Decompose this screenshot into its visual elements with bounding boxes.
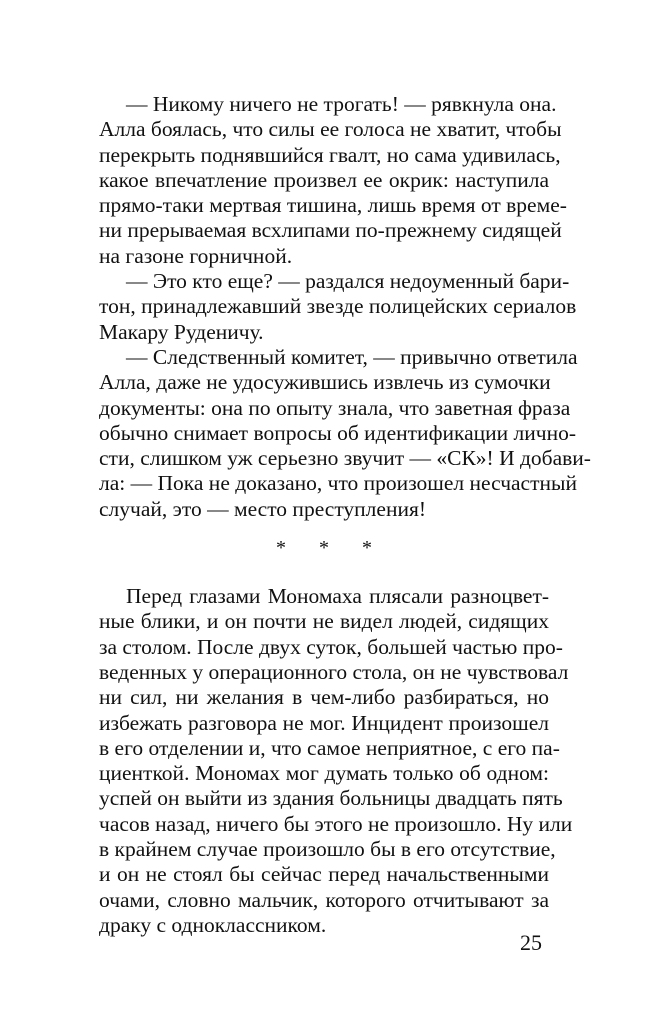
- text-line: ни прерываемая всхлипами по-прежнему сидящей: [99, 218, 562, 243]
- text-line: случай, это — место преступления!: [99, 496, 427, 521]
- text-line: успей он выйти из здания больницы двадцать пять: [99, 786, 563, 811]
- text-column: [99, 92, 591, 938]
- text-line: перекрыть поднявшийся гвалт, но сама удивилась,: [99, 142, 561, 167]
- text-line: документы: она по опыту знала, что заветная фраза: [99, 395, 571, 420]
- text-line: часов назад, ничего бы этого не произошло. Ну или: [99, 811, 573, 836]
- text-line: Перед глазами Мономаха плясали разноцвет-: [126, 584, 549, 609]
- paragraph: [99, 584, 573, 938]
- text-line: на газоне горничной.: [99, 243, 293, 268]
- text-line: ные блики, и он почти не видел людей, сидящих: [99, 609, 549, 634]
- text-line: веденных у операционного стола, он не чувствовал: [99, 659, 569, 684]
- page-number: 25: [520, 930, 542, 955]
- text-line: в крайнем случае произошло бы в его отсутствие,: [99, 837, 556, 862]
- text-line: ни сил, ни желания в чем-либо разбираться, но: [99, 685, 549, 710]
- text-line: прямо-таки мертвая тишина, лишь время от време-: [99, 193, 567, 218]
- text-line: ла: — Пока не доказано, что произошел несчастный: [99, 471, 577, 496]
- text-line: какое впечатление произвел ее окрик: наступила: [99, 167, 549, 192]
- text-line: за столом. После двух суток, большей частью про-: [99, 634, 563, 659]
- text-line: избежать разговора не мог. Инцидент произошел: [99, 710, 549, 735]
- text-line: в его отделении и, что самое неприятное, с его па-: [99, 735, 560, 760]
- text-line: — Никому ничего не трогать! — рявкнула она.: [126, 92, 557, 116]
- text-line: Алла боялась, что силы ее голоса не хватит, чтобы: [99, 117, 562, 142]
- text-line: Алла, даже не удосужившись извлечь из сумочки: [99, 370, 551, 395]
- paragraph: [99, 92, 567, 269]
- text-line: драку с одноклассником.: [99, 912, 327, 937]
- text-line: обычно снимает вопросы об идентификации лично-: [99, 420, 577, 445]
- text-line: очами, словно мальчик, которого отчитывают за: [99, 887, 549, 912]
- separator-spacing: [99, 574, 549, 584]
- paragraph: [99, 269, 577, 345]
- text-line: циенткой. Мономах мог думать только об одном:: [99, 761, 549, 786]
- text-line: — Это кто еще? — раздался недоуменный бари-: [126, 269, 570, 294]
- section-separator: * * *: [276, 537, 386, 560]
- text-line: тон, принадлежавший звезде полицейских сериалов: [99, 294, 577, 319]
- paragraph: [99, 344, 591, 522]
- text-line: Макару Руденичу.: [99, 319, 264, 344]
- text-line: — Следственный комитет, — привычно ответила: [126, 344, 578, 369]
- text-line: сти, слишком уж серьезно звучит — «СК»! И добави-: [99, 446, 591, 471]
- text-line: и он не стоял бы сейчас перед начальственными: [99, 862, 549, 887]
